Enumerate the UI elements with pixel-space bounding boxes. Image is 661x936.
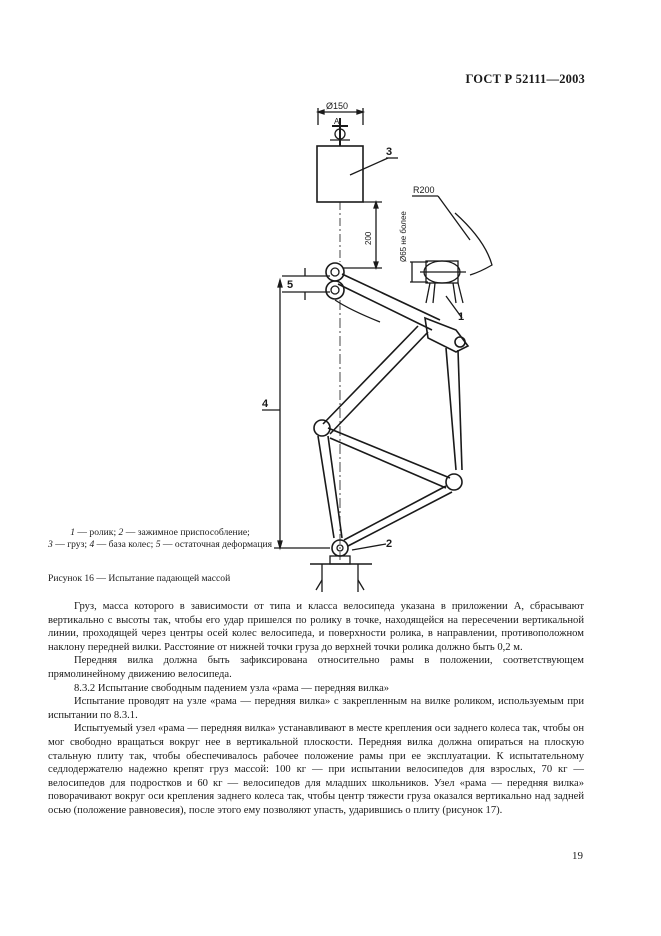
figure-caption: Рисунок 16 — Испытание падающей массой [48,573,231,584]
marker-a: А [334,117,340,126]
body-text [48,600,584,818]
paragraph: Испытуемый узел «рама — передняя вилка» устанавливают в месте крепления оси заднего колеса так, чтобы он мог свободно вращаться вокруг нее в вертикальной плоскости. Передняя вилка должна опираться на плоскую стальную плиту так, чтобы обеспечивалось рабочее положение рамы при ее эксплуатации. К испытательному седлодержателю надежно крепят груз массой: 100 кг — при испытании велосипедов для взрослых, 70 кг — велосипедов для подростков и 60 кг — велосипедов для младших школьников. Узел «рама — передняя вилка» поворачивают вокруг оси крепления заднего колеса так, чтобы центр тяжести груза оказался вертикально над задней осью (положение равновесия), после этого ему позволяют упасть, ударившись о плиту (рисунок 17). [48,723,584,816]
section-heading: 8.3.2 Испытание свободным падением узла «рама — передняя вилка» [74,682,390,694]
page-number: 19 [572,850,583,862]
weight-block [317,146,363,202]
radius-arc [455,213,492,275]
figure-legend: 1 — ролик; 2 — зажимное приспособление; 3 — груз; 4 — база колес; 5 — остаточная деформация [48,527,272,550]
label-1: 1 [458,311,465,323]
drop-height-dimension [343,202,382,268]
label-4: 4 [262,398,269,410]
label-2: 2 [386,538,393,550]
weight-hanger [330,118,350,146]
label-5: 5 [287,279,294,291]
paragraph: Испытание проводят на узле «рама — передняя вилка» с закрепленным на вилке роликом, используемым при испытании по 8.3.1. [48,696,584,721]
paragraph: Груз, масса которого в зависимости от типа и класса велосипеда указана в приложении А, сбрасывают вертикально с высоты так, чтобы его удар пришелся по ролику в точке, находящейся на пересечении вертикальной линии, проходящей через центры осей колес велосипеда, и поверхности ролика, в направлении, противоположном наклону передней вилки. Расстояние от нижней точки груза до верхней точки ролика должно быть 0,2 м. [48,601,584,653]
bicycle-frame [314,274,468,546]
dim-diameter-label: Ø150 [326,101,349,111]
document-header: ГОСТ Р 52111—2003 [465,72,585,86]
dim-radius-label: R200 [413,185,435,195]
fork-head [326,263,380,322]
wheelbase-dimension [262,280,330,548]
label-3: 3 [386,146,393,158]
paragraph: Передняя вилка должна быть зафиксирована относительно рамы в положении, соответствующем прямолинейному движению велосипеда. [48,655,584,680]
dim-height-label: 200 [364,231,373,245]
dim-roller-label: Ø65 не более [399,211,408,262]
